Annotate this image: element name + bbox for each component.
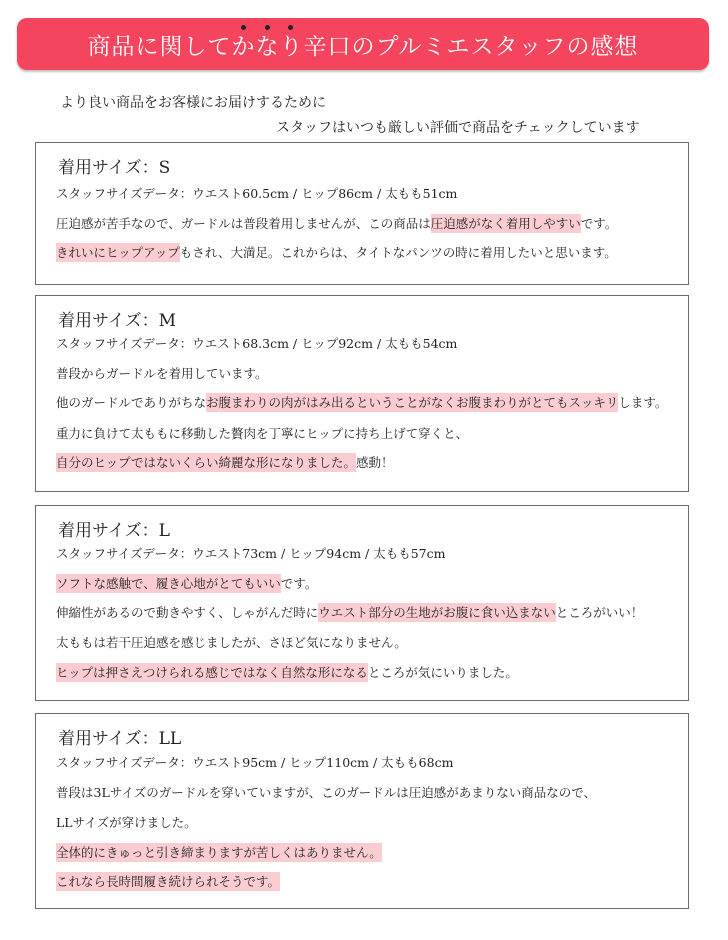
review-text-line xyxy=(56,871,280,893)
review-text-line: ソフトな感触で、履き心地がとてもいいです。 xyxy=(56,576,318,591)
highlight: きれいにヒップアップ xyxy=(56,245,180,260)
review-text-line: きれいにヒップアップもされ、大満足。これからは、タイトなパンツの時に着用したいと思います。 xyxy=(56,245,617,260)
staff-size-data: スタッフサイズデータ：ウエスト95cm / ヒップ110cm / 太もも68cm xyxy=(56,755,454,770)
highlight: ヒップは押さえつけられる感じではなく自然な形になる xyxy=(56,665,368,680)
review-text-line: 重力に負けて太ももに移動した贅肉を丁寧にヒップに持ち上げて穿くと、 xyxy=(56,426,469,441)
review-text-line: 他のガードルでありがちなお腹まわりの肉がはみ出るということがなくお腹まわりがとてもスッキリします。 xyxy=(56,395,668,410)
highlight: お腹まわりの肉がはみ出るということがなくお腹まわりがとてもスッキリ xyxy=(206,395,619,410)
review-card-ll xyxy=(35,713,689,909)
highlight: 自分のヒップではないくらい綺麗な形になりました。 xyxy=(56,455,357,470)
review-text-line: 太ももは若干圧迫感を感じましたが、さほど気になりません。 xyxy=(56,635,407,650)
review-text-line: 自分のヒップではないくらい綺麗な形になりました。感動！ xyxy=(56,455,394,470)
size-title: 着用サイズ：S xyxy=(58,158,171,178)
size-title: 着用サイズ：L xyxy=(58,521,170,541)
review-text-line: LLサイズが穿けました。 xyxy=(56,815,197,830)
staff-size-data: スタッフサイズデータ：ウエスト73cm / ヒップ94cm / 太もも57cm xyxy=(56,546,446,561)
review-text-line xyxy=(56,842,382,864)
intro-line-2: スタッフはいつも厳しい評価で商品をチェックしています xyxy=(276,120,640,136)
review-text-line: 普段からガードルを着用しています。 xyxy=(56,366,268,381)
review-text-line: 圧迫感が苦手なので、ガードルは普段着用しませんが、この商品は圧迫感がなく着用しやすいです。 xyxy=(56,216,618,231)
size-title: 着用サイズ：LL xyxy=(58,729,182,749)
staff-size-data: スタッフサイズデータ：ウエスト68.3cm / ヒップ92cm / 太もも54cm xyxy=(56,336,458,351)
intro-line-1: より良い商品をお客様にお届けするために xyxy=(60,95,326,111)
review-card-m xyxy=(35,295,689,492)
review-card-l xyxy=(35,505,689,701)
review-text-line: 伸縮性があるので動きやすく、しゃがんだ時にウエスト部分の生地がお腹に食い込まないところがいい！ xyxy=(56,605,644,620)
highlight: ウエスト部分の生地がお腹に食い込まない xyxy=(318,605,556,620)
staff-size-data: スタッフサイズデータ：ウエスト60.5cm / ヒップ86cm / 太もも51cm xyxy=(56,186,458,201)
review-text-line: ヒップは押さえつけられる感じではなく自然な形になるところが気にいりました。 xyxy=(56,665,518,680)
highlight: ソフトな感触で、履き心地がとてもいい xyxy=(56,576,281,591)
highlight: これなら長時間履き続けられそうです。 xyxy=(56,874,281,889)
review-text-line: 普段は3Lサイズのガードルを穿いていますが、このガードルは圧迫感があまりない商品なので、 xyxy=(56,785,597,800)
highlight: 全体的にきゅっと引き締まりますが苦しくはありません。 xyxy=(56,845,382,860)
review-card-s xyxy=(35,142,689,285)
header-banner xyxy=(17,18,709,70)
page-title: 商品に関してかなり辛口のプルミエスタッフの感想 xyxy=(87,34,639,60)
size-title: 着用サイズ：M xyxy=(58,311,177,331)
highlight: 圧迫感がなく着用しやすい xyxy=(430,216,581,231)
